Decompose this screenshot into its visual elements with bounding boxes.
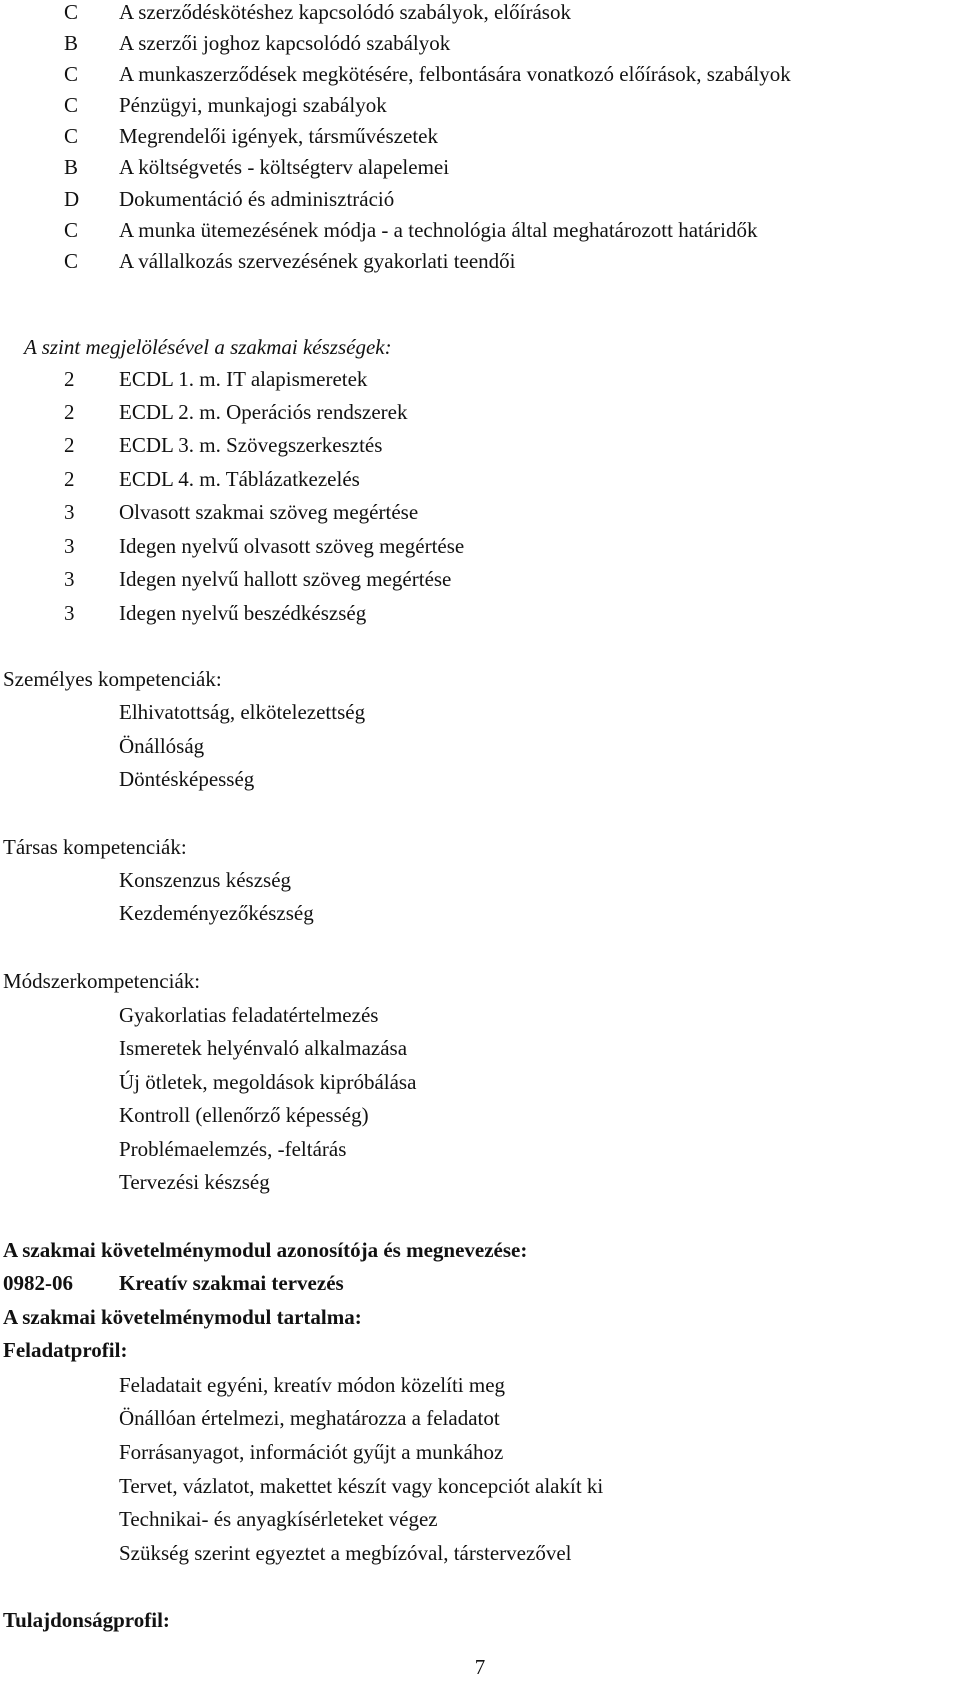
level-code: 2	[64, 433, 75, 457]
item-text: Pénzügyi, munkajogi szabályok	[119, 93, 387, 117]
item-text: A vállalkozás szervezésének gyakorlati teendői	[119, 249, 516, 273]
item-text: A költségvetés - költségterv alapelemei	[119, 155, 450, 179]
item-text: A munkaszerződések megkötésére, felbontására vonatkozó előírások, szabályok	[119, 62, 791, 86]
item-text: Ismeretek helyénvaló alkalmazása	[119, 1036, 408, 1060]
social-competences-heading: Társas kompetenciák:	[3, 835, 187, 859]
item-text: Kezdeményezőkészség	[119, 901, 314, 925]
level-code: C	[64, 218, 79, 242]
level-code: 3	[64, 500, 75, 524]
item-text: Megrendelői igények, társművészetek	[119, 124, 438, 148]
level-code: D	[64, 187, 80, 211]
level-code: B	[64, 31, 79, 55]
module-name: Kreatív szakmai tervezés	[119, 1271, 344, 1295]
level-code: B	[64, 155, 79, 179]
item-text: Tervet, vázlatot, makettet készít vagy koncepciót alakít ki	[119, 1474, 604, 1498]
item-text: Forrásanyagot, információt gyűjt a munkához	[119, 1440, 504, 1464]
task-profile-heading: Feladatprofil:	[3, 1338, 128, 1362]
item-text: A szerzői joghoz kapcsolódó szabályok	[119, 31, 451, 55]
item-text: Idegen nyelvű hallott szöveg megértése	[119, 567, 452, 591]
item-text: ECDL 2. m. Operációs rendszerek	[119, 400, 408, 424]
level-code: C	[64, 62, 79, 86]
item-text: Elhivatottság, elkötelezettség	[119, 700, 366, 724]
module-id-heading: A szakmai követelménymodul azonosítója és megnevezése:	[3, 1238, 528, 1262]
item-text: Technikai- és anyagkísérleteket végez	[119, 1507, 438, 1531]
item-text: Feladatait egyéni, kreatív módon közelíti meg	[119, 1373, 506, 1397]
level-code: 2	[64, 400, 75, 424]
item-text: Tervezési készség	[119, 1170, 270, 1194]
level-code: C	[64, 0, 79, 24]
property-profile-heading: Tulajdonságprofil:	[3, 1608, 170, 1632]
level-code: 3	[64, 534, 75, 558]
item-text: A szerződéskötéshez kapcsolódó szabályok, előírások	[119, 0, 571, 24]
item-text: Önállóan értelmezi, meghatározza a feladatot	[119, 1406, 500, 1430]
personal-competences-heading: Személyes kompetenciák:	[3, 667, 222, 691]
item-text: Kontroll (ellenőrző képesség)	[119, 1103, 369, 1127]
item-text: Szükség szerint egyeztet a megbízóval, társtervezővel	[119, 1541, 572, 1565]
item-text: ECDL 3. m. Szövegszerkesztés	[119, 433, 383, 457]
item-text: Új ötletek, megoldások kipróbálása	[119, 1070, 417, 1094]
module-content-heading: A szakmai követelménymodul tartalma:	[3, 1305, 362, 1329]
item-text: Dokumentáció és adminisztráció	[119, 187, 395, 211]
item-text: A munka ütemezésének módja - a technológia által meghatározott határidők	[119, 218, 758, 242]
level-code: C	[64, 249, 79, 273]
item-text: ECDL 4. m. Táblázatkezelés	[119, 467, 360, 491]
item-text: ECDL 1. m. IT alapismeretek	[119, 367, 368, 391]
item-text: Idegen nyelvű olvasott szöveg megértése	[119, 534, 465, 558]
level-code: C	[64, 93, 79, 117]
item-text: Problémaelemzés, -feltárás	[119, 1137, 347, 1161]
level-code: 3	[64, 601, 75, 625]
item-text: Idegen nyelvű beszédkészség	[119, 601, 367, 625]
level-code: 2	[64, 467, 75, 491]
item-text: Önállóság	[119, 734, 205, 758]
level-code: 2	[64, 367, 75, 391]
item-text: Olvasott szakmai szöveg megértése	[119, 500, 419, 524]
level-code: 3	[64, 567, 75, 591]
item-text: Konszenzus készség	[119, 868, 292, 892]
skills-heading: A szint megjelölésével a szakmai készségek:	[24, 335, 392, 359]
item-text: Gyakorlatias feladatértelmezés	[119, 1003, 379, 1027]
module-code: 0982-06	[3, 1271, 73, 1295]
page-number: 7	[474, 1655, 486, 1679]
item-text: Döntésképesség	[119, 767, 255, 791]
method-competences-heading: Módszerkompetenciák:	[3, 969, 201, 993]
level-code: C	[64, 124, 79, 148]
